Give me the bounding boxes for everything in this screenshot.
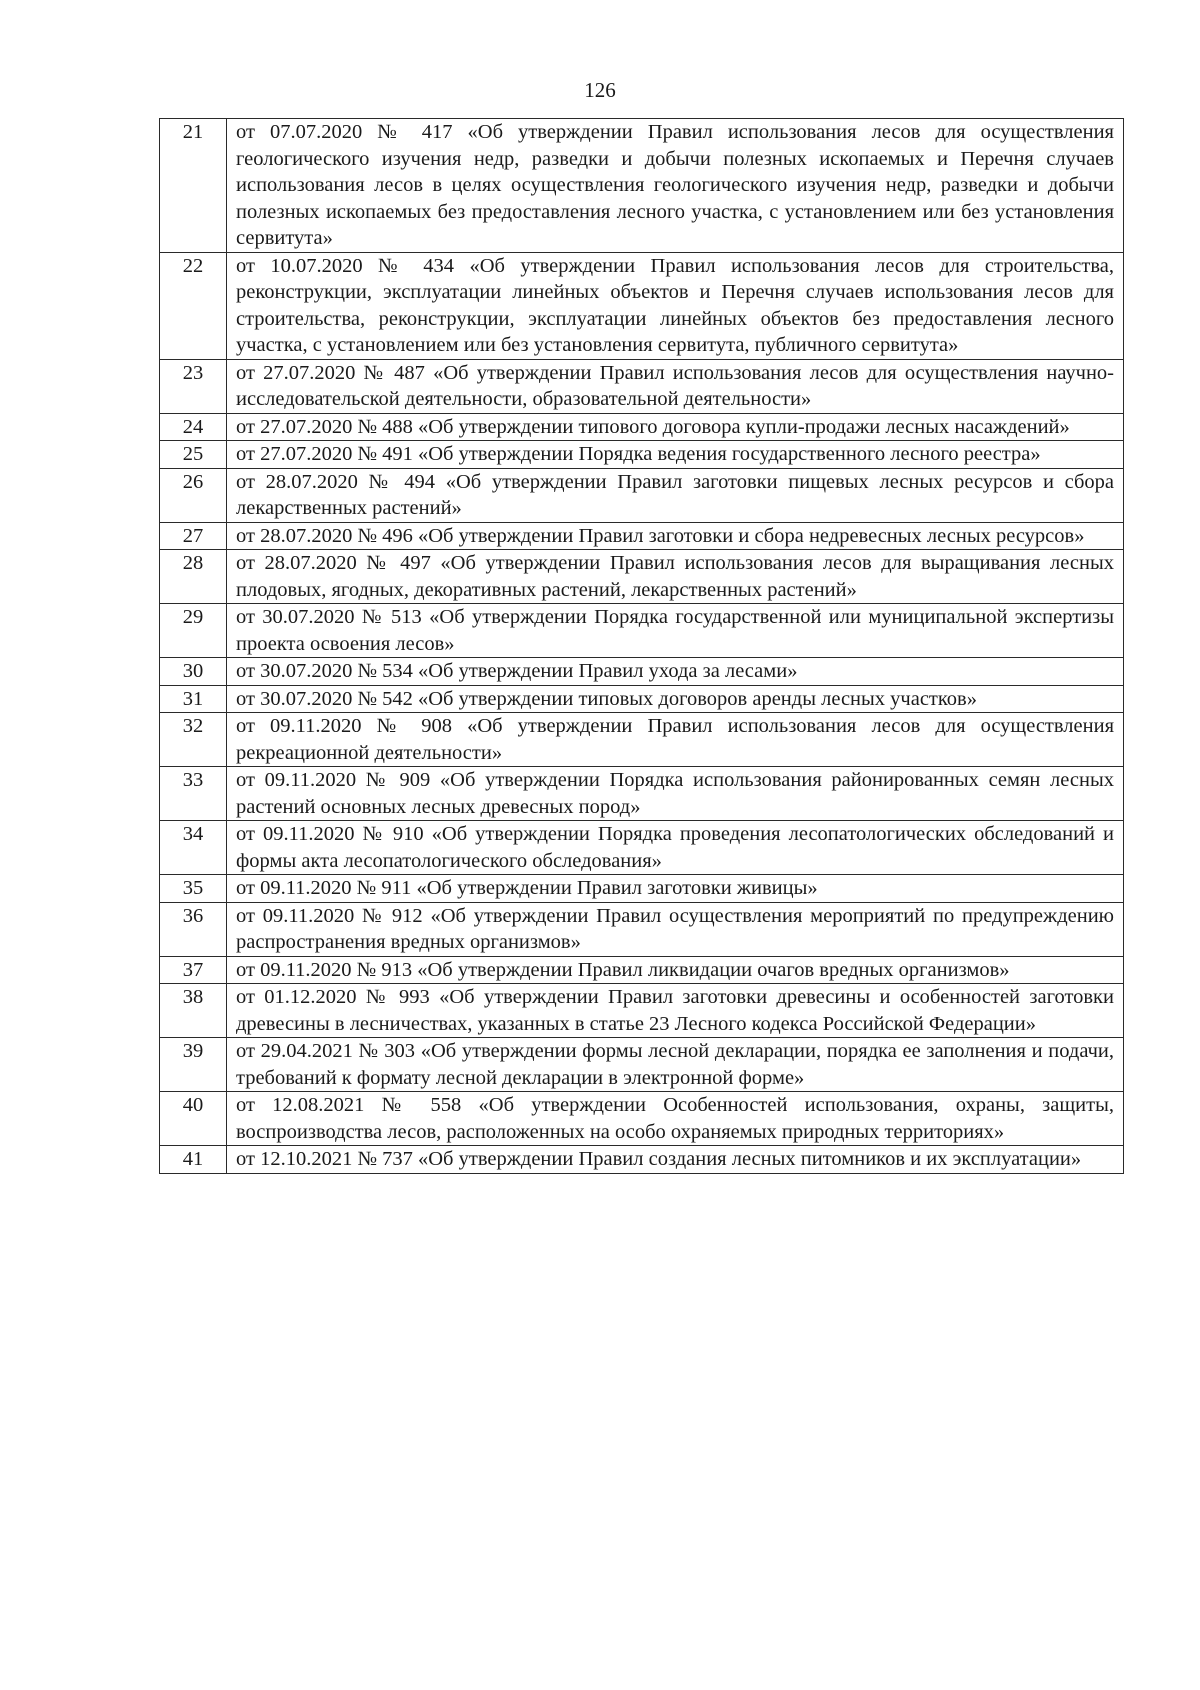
row-number: 30 — [160, 658, 227, 686]
regulations-table — [159, 118, 1124, 1174]
row-text: от 09.11.2020 № 911 «Об утверждении Правил заготовки живицы» — [227, 875, 1124, 903]
row-text: от 09.11.2020 № 909 «Об утверждении Порядка использования районированных семян лесных растений основных лесных древесных пород» — [227, 767, 1124, 821]
row-number: 36 — [160, 902, 227, 956]
row-text: от 28.07.2020 № 496 «Об утверждении Правил заготовки и сбора недревесных лесных ресурсов» — [227, 522, 1124, 550]
table-row — [160, 1092, 1124, 1146]
row-number: 23 — [160, 359, 227, 413]
row-number: 31 — [160, 685, 227, 713]
row-number: 34 — [160, 821, 227, 875]
table-row — [160, 1038, 1124, 1092]
row-text: от 27.07.2020 № 488 «Об утверждении типового договора купли-продажи лесных насаждений» — [227, 413, 1124, 441]
table-row — [160, 956, 1124, 984]
row-number: 21 — [160, 119, 227, 253]
table-row — [160, 658, 1124, 686]
row-number: 32 — [160, 713, 227, 767]
table-row — [160, 522, 1124, 550]
table-row — [160, 902, 1124, 956]
table-row — [160, 468, 1124, 522]
row-number: 25 — [160, 441, 227, 469]
row-text: от 12.10.2021 № 737 «Об утверждении Правил создания лесных питомников и их эксплуатации» — [227, 1146, 1124, 1174]
row-number: 38 — [160, 984, 227, 1038]
table-row — [160, 441, 1124, 469]
row-number: 40 — [160, 1092, 227, 1146]
row-text: от 10.07.2020 № 434 «Об утверждении Правил использования лесов для строительства, реконструкции, эксплуатации линейных объектов и Перечня случаев использования лесов для строительства, реконструкции, эксплуатации линейных объектов без предоставления лесного участка, с установлением или без установления сервитута, публичного сервитута» — [227, 252, 1124, 359]
row-number: 26 — [160, 468, 227, 522]
row-text: от 01.12.2020 № 993 «Об утверждении Правил заготовки древесины и особенностей заготовки древесины в лесничествах, указанных в статье 23 Лесного кодекса Российской Федерации» — [227, 984, 1124, 1038]
row-text: от 09.11.2020 № 910 «Об утверждении Порядка проведения лесопатологических обследований и формы акта лесопатологического обследования» — [227, 821, 1124, 875]
table-row — [160, 875, 1124, 903]
row-number: 39 — [160, 1038, 227, 1092]
table-row — [160, 984, 1124, 1038]
table-row — [160, 767, 1124, 821]
row-number: 24 — [160, 413, 227, 441]
row-number: 33 — [160, 767, 227, 821]
row-text: от 30.07.2020 № 542 «Об утверждении типовых договоров аренды лесных участков» — [227, 685, 1124, 713]
row-number: 37 — [160, 956, 227, 984]
row-text: от 27.07.2020 № 491 «Об утверждении Порядка ведения государственного лесного реестра» — [227, 441, 1124, 469]
row-number: 22 — [160, 252, 227, 359]
table-row — [160, 1146, 1124, 1174]
row-number: 28 — [160, 550, 227, 604]
row-text: от 09.11.2020 № 912 «Об утверждении Правил осуществления мероприятий по предупреждению распространения вредных организмов» — [227, 902, 1124, 956]
row-number: 41 — [160, 1146, 227, 1174]
row-number: 29 — [160, 604, 227, 658]
table-row — [160, 359, 1124, 413]
table-row — [160, 413, 1124, 441]
row-text: от 30.07.2020 № 534 «Об утверждении Правил ухода за лесами» — [227, 658, 1124, 686]
row-text: от 30.07.2020 № 513 «Об утверждении Порядка государственной или муниципальной экспертизы проекта освоения лесов» — [227, 604, 1124, 658]
row-text: от 09.11.2020 № 908 «Об утверждении Правил использования лесов для осуществления рекреационной деятельности» — [227, 713, 1124, 767]
table-row — [160, 119, 1124, 253]
row-number: 35 — [160, 875, 227, 903]
row-text: от 29.04.2021 № 303 «Об утверждении формы лесной декларации, порядка ее заполнения и подачи, требований к формату лесной декларации в электронной форме» — [227, 1038, 1124, 1092]
row-text: от 28.07.2020 № 494 «Об утверждении Правил заготовки пищевых лесных ресурсов и сбора лекарственных растений» — [227, 468, 1124, 522]
table-row — [160, 550, 1124, 604]
row-text: от 28.07.2020 № 497 «Об утверждении Правил использования лесов для выращивания лесных плодовых, ягодных, декоративных растений, лекарственных растений» — [227, 550, 1124, 604]
table-row — [160, 252, 1124, 359]
row-text: от 27.07.2020 № 487 «Об утверждении Правил использования лесов для осуществления научно-исследовательской деятельности, образовательной деятельности» — [227, 359, 1124, 413]
row-text: от 09.11.2020 № 913 «Об утверждении Правил ликвидации очагов вредных организмов» — [227, 956, 1124, 984]
row-number: 27 — [160, 522, 227, 550]
table-row — [160, 604, 1124, 658]
table-row — [160, 713, 1124, 767]
table-row — [160, 821, 1124, 875]
page-number: 126 — [584, 78, 616, 102]
row-text: от 07.07.2020 № 417 «Об утверждении Правил использования лесов для осуществления геологического изучения недр, разведки и добычи полезных ископаемых и Перечня случаев использования лесов в целях осуществления геологического изучения недр, разведки и добычи полезных ископаемых без предоставления лесного участка, с установлением или без установления сервитута» — [227, 119, 1124, 253]
table-row — [160, 685, 1124, 713]
row-text: от 12.08.2021 № 558 «Об утверждении Особенностей использования, охраны, защиты, воспроизводства лесов, расположенных на особо охраняемых природных территориях» — [227, 1092, 1124, 1146]
